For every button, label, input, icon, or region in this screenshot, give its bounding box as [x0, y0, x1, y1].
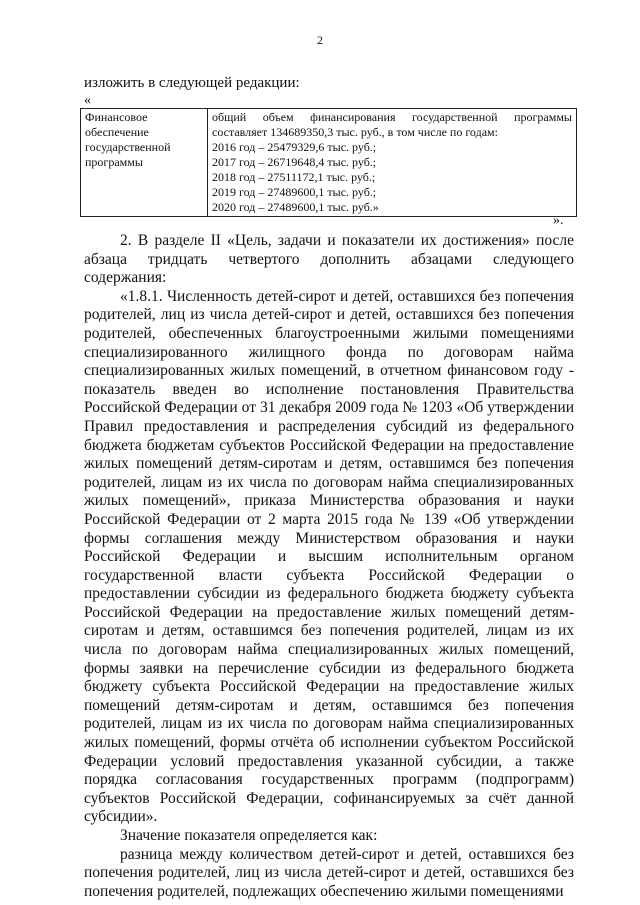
year-line: 2017 год – 26719648,4 тыс. руб.; — [212, 155, 377, 169]
year-line: 2020 год – 27489600,1 тыс. руб.» — [212, 200, 379, 214]
year-line: 2018 год – 27511172,1 тыс. руб.; — [212, 170, 376, 184]
document-body — [84, 232, 574, 901]
financing-table — [80, 108, 577, 217]
paragraph-value-definition: Значение показателя определяется как: — [120, 827, 378, 844]
year-line: 2019 год – 27489600,1 тыс. руб.; — [212, 185, 377, 199]
page-number: 2 — [317, 33, 323, 47]
financing-summary: общий объем финансирования государственной программы составляет 134689350,3 тыс. руб., в том числе по годам: — [212, 110, 572, 139]
paragraph-indicator-1-8-1: «1.8.1. Численность детей-сирот и детей, оставшихся без попечения родителей, лиц из числа детей-сирот и детей, оставшихся без попечения родителей, обеспеченных благоустроенными жилыми помещениями специализированного жилищного фонда по договорам найма специализированных жилых помещений, в отчетном финансовом году - показатель введен во исполнение постановления Правительства Российской Федерации от 31 декабря 2009 года № 1203 «Об утверждении Правил предоставления и распределения субсидий из федерального бюджета бюджетам субъектов Российской Федерации на предоставление жилых помещений детям-сиротам и детям, оставшимся без попечения родителей, лицам из их числа по договорам найма специализированных жилых помещений», приказа Министерства образования и науки Российской Федерации от 2 марта 2015 года № 139 «Об утверждении формы соглашения между Министерством образования и науки Российской Федерации и высшим исполнительным органом государственной власти субъекта Российской Федерации о предоставлении субсидии из федерального бюджета бюджету субъекта Российской Федерации на предоставление жилых помещений детям-сиротам и детям, оставшимся без попечения родителей, лицам из их числа по договорам найма специализированных жилых помещений, формы заявки на перечисление субсидии из федерального бюджета бюджету субъекта Российской Федерации на предоставление жилых помещений детям-сиротам и детям, оставшимся без попечения родителей, лицам из их числа по договорам найма специализированных жилых помещений, формы отчёта об исполнении субъектом Российской Федерации условий предоставления указанной субсидии, а также порядка согласования государственных программ (подпрограмм) субъектов Российской Федерации, софинансируемых за счёт данной субсидии». — [84, 287, 574, 826]
paragraph-difference: разница между количеством детей-сирот и детей, оставшихся без попечения родителей, лиц из числа детей-сирот и детей, оставшихся без попечения родителей, подлежащих обеспечению жилыми помещениями — [84, 845, 574, 900]
closing-quote: ». — [553, 213, 564, 228]
table-label-cell: Финансовое обеспечение государственной программы — [81, 109, 208, 217]
opening-quote: « — [84, 93, 91, 108]
table-content-cell — [208, 109, 577, 217]
table-row — [81, 109, 577, 217]
paragraph-section-2: 2. В разделе II «Цель, задачи и показатели их достижения» после абзаца тридцать четвертого дополнить абзацами следующего содержания: — [84, 232, 574, 287]
intro-text: изложить в следующей редакции: — [84, 75, 300, 91]
year-line: 2016 год – 25479329,6 тыс. руб.; — [212, 140, 377, 154]
